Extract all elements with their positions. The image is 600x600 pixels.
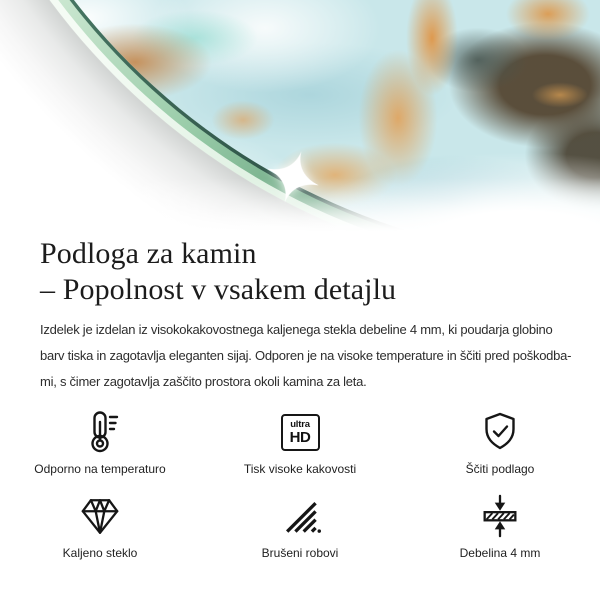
feature-protects-surface bbox=[400, 408, 600, 477]
feature-heat-resistant bbox=[0, 408, 200, 477]
ultra-hd-badge bbox=[281, 414, 320, 451]
feature-print-quality bbox=[200, 408, 400, 477]
product-description bbox=[40, 317, 596, 395]
ultra-hd-badge-top: ultra bbox=[290, 418, 310, 430]
feature-label: Odporno na temperaturo bbox=[34, 462, 166, 476]
feature-label: Brušeni robovi bbox=[261, 546, 339, 560]
feature-grid bbox=[0, 408, 600, 561]
shield-check-icon bbox=[468, 408, 532, 456]
brushed-edges-icon bbox=[268, 492, 332, 540]
thickness-icon bbox=[468, 492, 532, 540]
feature-thickness bbox=[400, 492, 600, 561]
feature-label: Ščiti podlago bbox=[465, 462, 535, 476]
description-line: mi, s čimer zagotavlja zaščito prostora okoli kamina za leta. bbox=[40, 374, 367, 389]
ultra-hd-badge-bottom: HD bbox=[289, 428, 311, 446]
page-title-line2: – Popolnost v vsakem detajlu bbox=[40, 273, 397, 306]
feature-label: Debelina 4 mm bbox=[459, 546, 541, 560]
description-line: barv tiska in zagotavlja eleganten sijaj. Odporen je na visoke temperature in ščiti pred poškodba- bbox=[40, 348, 572, 363]
feature-tempered-glass bbox=[0, 492, 200, 561]
diamond-icon bbox=[68, 492, 132, 540]
feature-polished-edges bbox=[200, 492, 400, 561]
description-line: Izdelek je izdelan iz visokokakovostnega kaljenega stekla debeline 4 mm, ki poudarja globino bbox=[40, 322, 553, 337]
thermometer-icon bbox=[68, 408, 132, 456]
page-title bbox=[40, 236, 600, 308]
ultra-hd-icon bbox=[268, 408, 332, 456]
page-title-line1: Podloga za kamin bbox=[40, 237, 257, 270]
product-image[interactable] bbox=[0, 0, 600, 232]
feature-label: Tisk visoke kakovosti bbox=[243, 462, 357, 476]
feature-label: Kaljeno steklo bbox=[62, 546, 138, 560]
